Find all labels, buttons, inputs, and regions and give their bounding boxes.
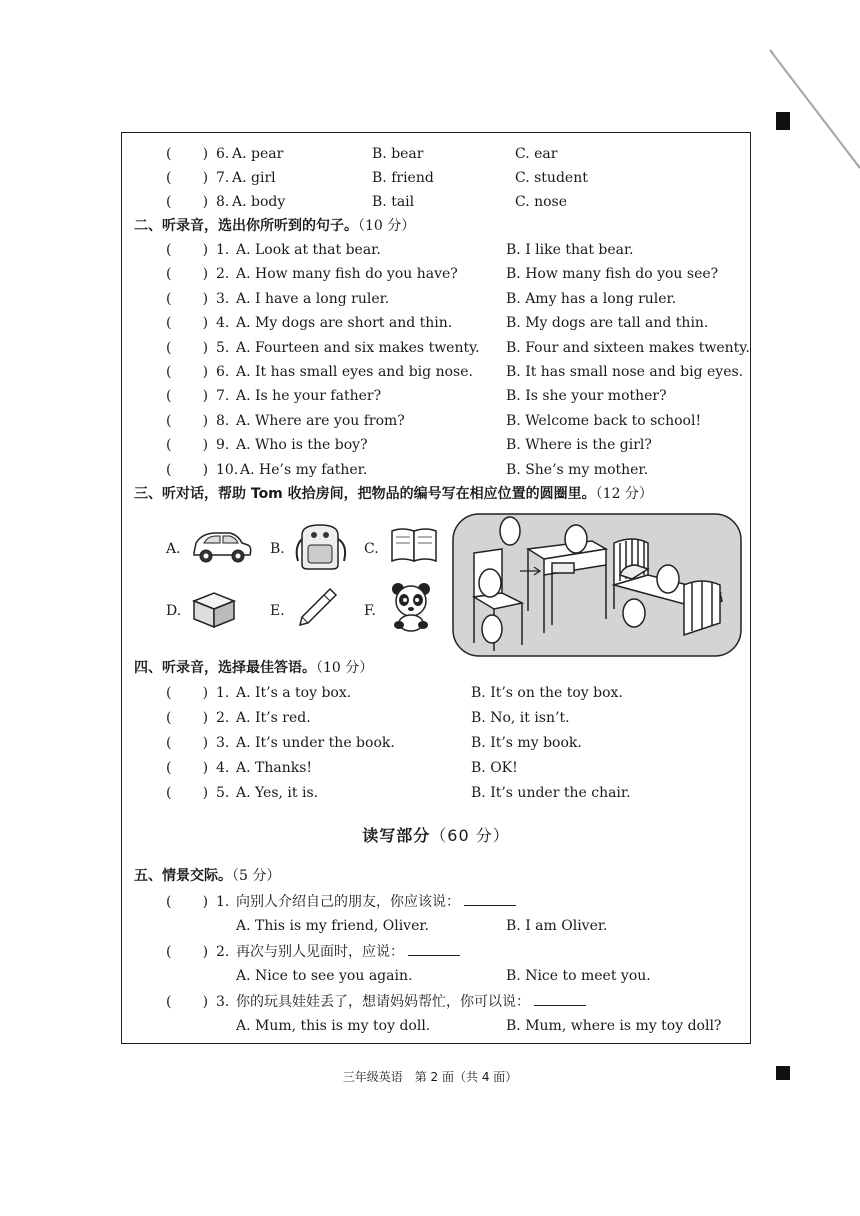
question-number: 4. xyxy=(216,315,230,332)
question-number: 2. xyxy=(216,710,230,726)
list-item xyxy=(122,410,750,432)
option-b: B. Is she your mother? xyxy=(506,388,667,405)
option-a: A. How many fish do you have? xyxy=(236,266,458,283)
section-points: （10 分） xyxy=(316,660,374,676)
question-number: 5. xyxy=(216,339,230,356)
readwrite-heading xyxy=(122,823,750,846)
list-item xyxy=(122,891,750,913)
question-prompt xyxy=(236,891,516,913)
question-text: 你的玩具娃娃丢了，想请妈妈帮忙，你可以说： xyxy=(236,994,530,1010)
option-a: A. Who is the boy? xyxy=(236,437,368,454)
question-number: 2. xyxy=(216,944,230,960)
option-b: B. It has small nose and big eyes. xyxy=(506,364,744,380)
question-text: 再次与别人见面时，应说： xyxy=(236,944,404,960)
fill-blank[interactable] xyxy=(534,991,586,1006)
list-item xyxy=(122,312,750,334)
section-heading xyxy=(134,483,653,505)
answer-circle xyxy=(657,565,679,593)
option-b: B. Mum, where is my toy doll? xyxy=(506,1018,722,1034)
option-b: B. Where is the girl? xyxy=(506,437,652,454)
item-label: C. xyxy=(364,541,379,557)
answer-blank[interactable]: ( ) xyxy=(166,437,209,454)
options-row xyxy=(122,965,750,987)
item-label: E. xyxy=(270,603,285,619)
question-number: 7. xyxy=(216,170,230,186)
question-number: 1. xyxy=(216,685,230,701)
list-item xyxy=(122,361,750,383)
option-b: B. Nice to meet you. xyxy=(506,968,651,984)
option-a: A. Fourteen and six makes twenty. xyxy=(236,339,480,356)
section-title: 五、情景交际。 xyxy=(134,868,232,884)
list-item xyxy=(122,434,750,456)
question-number: 1. xyxy=(216,894,230,910)
question-number: 8. xyxy=(216,412,230,429)
question-prompt xyxy=(236,941,460,963)
answer-blank[interactable]: ( ) xyxy=(166,315,209,332)
question-number: 8. xyxy=(216,194,230,210)
option-a: A. Yes, it is. xyxy=(236,785,319,801)
option-a: A. Is he your father? xyxy=(236,388,382,405)
question-number: 7. xyxy=(216,388,230,405)
list-item xyxy=(122,288,750,310)
answer-blank[interactable]: ( ) xyxy=(166,170,209,186)
schoolbag-icon xyxy=(292,521,350,573)
pen-icon xyxy=(294,585,340,631)
option-b: B. friend xyxy=(372,170,434,186)
option-b: B. OK! xyxy=(471,760,518,776)
answer-blank[interactable]: ( ) xyxy=(166,290,209,307)
question-number: 3. xyxy=(216,290,230,307)
option-b: B. Amy has a long ruler. xyxy=(506,290,677,307)
item-label: A. xyxy=(166,541,181,557)
list-item xyxy=(122,991,750,1013)
option-b: B. It’s my book. xyxy=(471,735,582,751)
car-icon xyxy=(188,527,254,567)
list-item xyxy=(122,757,750,779)
item-label: B. xyxy=(270,541,285,557)
answer-blank[interactable]: ( ) xyxy=(166,412,209,429)
scan-registration-mark xyxy=(776,112,790,130)
answer-blank[interactable]: ( ) xyxy=(166,710,209,726)
list-item xyxy=(122,941,750,963)
answer-blank[interactable]: ( ) xyxy=(166,194,209,210)
section-points: （10 分） xyxy=(358,218,416,234)
option-b: B. It’s under the chair. xyxy=(471,785,631,801)
answer-circle xyxy=(565,525,587,553)
answer-blank[interactable]: ( ) xyxy=(166,146,209,162)
answer-blank[interactable]: ( ) xyxy=(166,339,209,356)
option-c: C. ear xyxy=(515,146,558,162)
section-points: （12 分） xyxy=(595,486,653,502)
question-text: 向别人介绍自己的朋友，你应该说： xyxy=(236,894,460,910)
answer-circle xyxy=(500,517,520,545)
fill-blank[interactable] xyxy=(464,891,516,906)
question-number: 1. xyxy=(216,242,230,258)
section-title: 三、听对话，帮助 Tom 收拾房间，把物品的编号写在相应位置的圆圈里。 xyxy=(134,486,596,502)
readwrite-title: 读写部分 xyxy=(362,826,431,845)
list-item xyxy=(122,682,750,704)
option-a: A. body xyxy=(232,194,286,210)
option-b: B. No, it isn’t. xyxy=(471,710,570,726)
list-item xyxy=(122,239,750,261)
section-title: 四、听录音，选择最佳答语。 xyxy=(134,660,316,676)
question-number: 3. xyxy=(216,994,230,1010)
list-item xyxy=(122,263,750,285)
option-c: C. nose xyxy=(515,194,568,210)
options-row xyxy=(122,915,750,937)
answer-circle xyxy=(482,615,502,643)
option-b: B. She’s my mother. xyxy=(506,461,649,478)
list-item xyxy=(122,707,750,729)
option-a: A. It’s red. xyxy=(236,710,311,726)
option-b: B. I am Oliver. xyxy=(506,918,608,934)
question-prompt xyxy=(236,991,586,1013)
answer-blank[interactable]: ( ) xyxy=(166,242,209,258)
question-number: 9. xyxy=(216,437,230,454)
question-number: 6. xyxy=(216,146,230,162)
option-a: A. girl xyxy=(232,170,276,186)
section-heading xyxy=(134,865,280,887)
item-label: D. xyxy=(166,603,182,619)
answer-blank[interactable]: ( ) xyxy=(166,785,209,801)
question-number: 3. xyxy=(216,735,230,751)
option-a: A. Look at that bear. xyxy=(236,242,381,258)
list-item xyxy=(122,337,750,359)
answer-blank[interactable]: ( ) xyxy=(166,685,209,701)
option-a: A. Mum, this is my toy doll. xyxy=(236,1018,431,1034)
answer-blank[interactable]: ( ) xyxy=(166,944,209,960)
list-item xyxy=(122,385,750,407)
room-scene xyxy=(452,513,742,657)
option-b: B. tail xyxy=(372,194,415,210)
answer-blank[interactable]: ( ) xyxy=(166,388,209,405)
option-b: B. Welcome back to school! xyxy=(506,412,702,429)
question-number: 6. xyxy=(216,364,230,380)
section-heading xyxy=(134,215,415,237)
section-heading xyxy=(134,657,373,679)
list-item xyxy=(122,191,750,213)
book-icon xyxy=(388,525,440,565)
box-icon xyxy=(190,587,238,631)
answer-blank[interactable]: ( ) xyxy=(166,461,209,478)
option-b: B. bear xyxy=(372,146,424,162)
fill-blank[interactable] xyxy=(408,941,460,956)
option-a: A. pear xyxy=(232,146,284,162)
answer-blank[interactable]: ( ) xyxy=(166,994,209,1010)
answer-blank[interactable]: ( ) xyxy=(166,760,209,776)
option-c: C. student xyxy=(515,170,588,186)
option-a: A. This is my friend, Oliver. xyxy=(236,918,429,934)
option-b: B. I like that bear. xyxy=(506,242,634,258)
option-a: A. Nice to see you again. xyxy=(236,968,413,984)
list-item xyxy=(122,732,750,754)
readwrite-points: （60 分） xyxy=(430,826,510,845)
option-b: B. How many fish do you see? xyxy=(506,266,719,283)
option-a: A. He’s my father. xyxy=(240,461,368,478)
option-a: A. I have a long ruler. xyxy=(236,290,390,307)
answer-blank[interactable]: ( ) xyxy=(166,894,209,910)
exam-page-frame xyxy=(121,132,751,1044)
section-points: （5 分） xyxy=(232,868,281,884)
answer-blank[interactable]: ( ) xyxy=(166,735,209,751)
item-label: F. xyxy=(364,603,376,619)
options-row xyxy=(122,1015,750,1037)
page-footer: 三年级英语 第 2 面（共 4 面） xyxy=(342,1070,518,1084)
option-a: A. It’s a toy box. xyxy=(236,685,352,701)
section-title: 二、听录音，选出你所听到的句子。 xyxy=(134,218,358,234)
option-b: B. My dogs are tall and thin. xyxy=(506,315,709,332)
scan-fold-mark xyxy=(770,40,860,180)
question-number: 10. xyxy=(216,461,239,478)
option-a: A. It has small eyes and big nose. xyxy=(236,364,473,380)
question-number: 4. xyxy=(216,760,230,776)
answer-circle xyxy=(479,569,501,597)
option-a: A. My dogs are short and thin. xyxy=(236,315,453,332)
option-a: A. Where are you from? xyxy=(236,412,405,429)
question-number: 5. xyxy=(216,785,230,801)
list-item xyxy=(122,167,750,189)
answer-circle xyxy=(623,599,645,627)
answer-blank[interactable]: ( ) xyxy=(166,364,209,380)
answer-blank[interactable]: ( ) xyxy=(166,266,209,283)
list-item xyxy=(122,459,750,481)
option-b: B. Four and sixteen makes twenty. xyxy=(506,339,750,356)
panda-toy-icon xyxy=(386,579,436,633)
option-a: A. Thanks! xyxy=(236,760,313,776)
list-item xyxy=(122,782,750,804)
list-item xyxy=(122,143,750,165)
option-b: B. It’s on the toy box. xyxy=(471,685,623,701)
question-number: 2. xyxy=(216,266,230,283)
option-a: A. It’s under the book. xyxy=(236,735,395,751)
